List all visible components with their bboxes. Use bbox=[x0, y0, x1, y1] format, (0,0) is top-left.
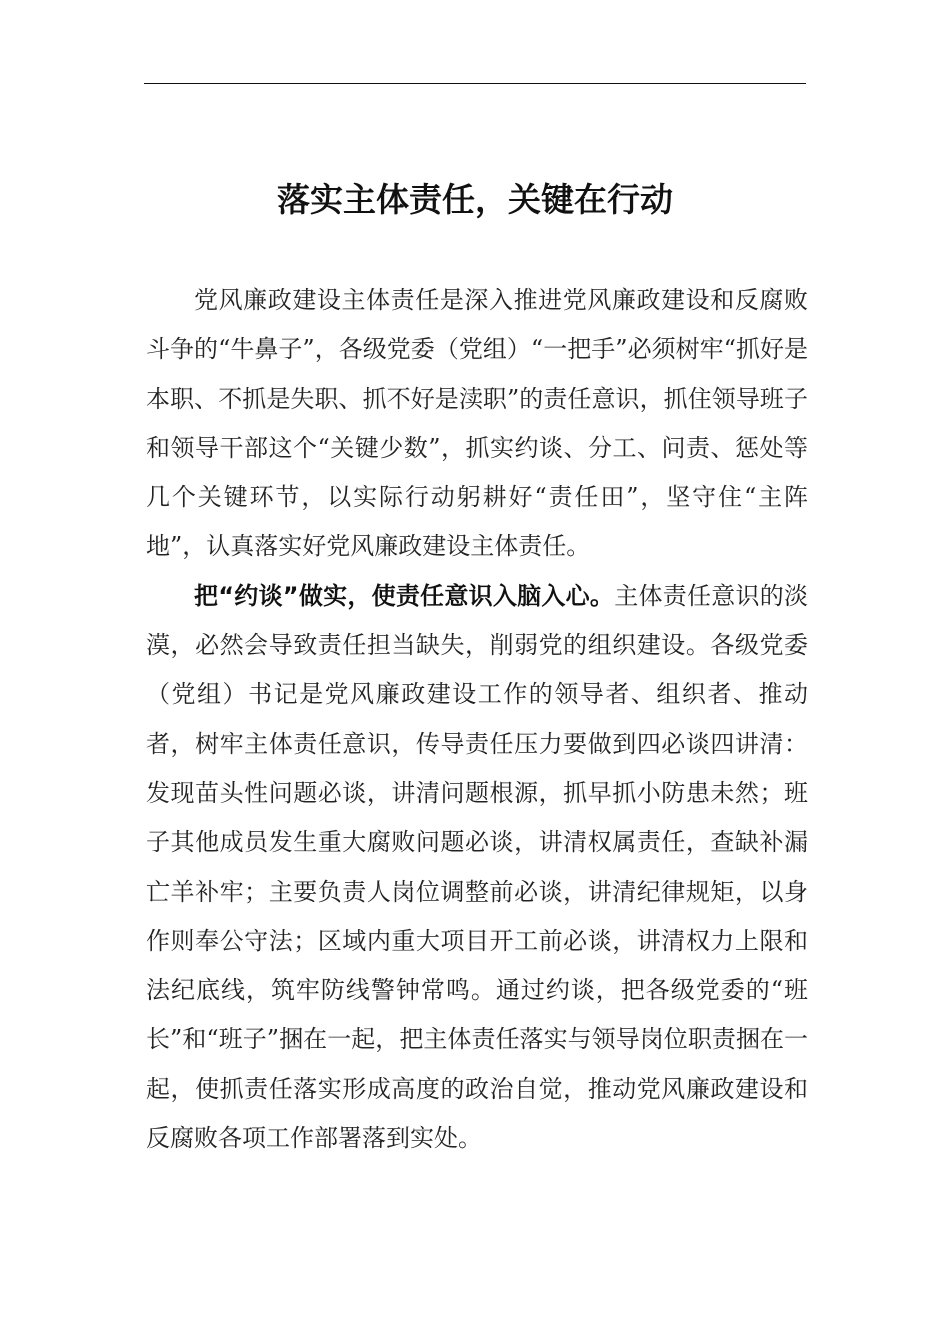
document-title: 落实主体责任，关键在行动 bbox=[277, 180, 673, 219]
paragraph-intro bbox=[146, 276, 808, 572]
paragraph-talks-lead: 把“约谈”做实，使责任意识入脑入心。 bbox=[194, 581, 615, 610]
paragraph-intro-text: 党风廉政建设主体责任是深入推进党风廉政建设和反腐败斗争的“牛鼻子”，各级党委（党组）“一把手”必须树牢“抓好是本职、不抓是失职、抓不好是渎职”的责任意识，抓住领导班子和领导干部这个“关键少数”，抓实约谈、分工、问责、惩处等几个关键环节，以实际行动躬耕好“责任田”，坚守住“主阵地”，认真落实好党风廉政建设主体责任。 bbox=[146, 286, 808, 561]
paragraph-talks-text: 主体责任意识的淡漠，必然会导致责任担当缺失，削弱党的组织建设。各级党委（党组）书记是党风廉政建设工作的领导者、组织者、推动者，树牢主体责任意识，传导责任压力要做到四必谈四讲清：发现苗头性问题必谈，讲清问题根源，抓早抓小防患未然；班子其他成员发生重大腐败问题必谈，讲清权属责任，查缺补漏亡羊补牢；主要负责人岗位调整前必谈，讲清纪律规矩，以身作则奉公守法；区域内重大项目开工前必谈，讲清权力上限和法纪底线，筑牢防线警钟常鸣。通过约谈，把各级党委的“班长”和“班子”捆在一起，把主体责任落实与领导岗位职责捆在一起，使抓责任落实形成高度的政治自觉，推动党风廉政建设和反腐败各项工作部署落到实处。 bbox=[146, 581, 809, 1153]
document-body bbox=[146, 276, 808, 1163]
header-rule bbox=[144, 83, 806, 84]
paragraph-talks bbox=[146, 572, 808, 1164]
